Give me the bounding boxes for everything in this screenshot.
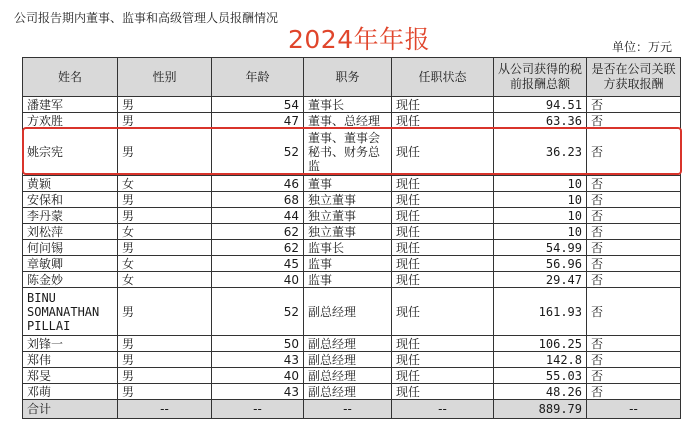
cell-age: 52: [212, 288, 304, 336]
table-row: [23, 256, 681, 272]
cell-gender: 男: [118, 97, 212, 113]
cell-status: 现任: [392, 384, 494, 400]
table-row: [23, 368, 681, 384]
cell-pay: 94.51: [494, 97, 587, 113]
cell-age: 68: [212, 192, 304, 208]
cell-pay: 63.36: [494, 113, 587, 129]
cell-name: 潘建军: [23, 97, 118, 113]
table-row: [23, 192, 681, 208]
table-caption: 公司报告期内董事、监事和高级管理人员报酬情况: [14, 11, 279, 25]
cell-name: 李丹蒙: [23, 208, 118, 224]
cell-status: 现任: [392, 192, 494, 208]
cell-related: 否: [587, 224, 681, 240]
cell-related: 否: [587, 129, 681, 176]
cell-age: 52: [212, 129, 304, 176]
cell-age: 40: [212, 272, 304, 288]
cell-gender: 男: [118, 352, 212, 368]
cell-position: 独立董事: [304, 224, 392, 240]
cell-name: 陈金妙: [23, 272, 118, 288]
cell-status: 现任: [392, 129, 494, 176]
cell-status: 现任: [392, 352, 494, 368]
cell-status: 现任: [392, 224, 494, 240]
total-position: --: [304, 400, 392, 419]
cell-age: 40: [212, 368, 304, 384]
cell-pay: 142.8: [494, 352, 587, 368]
cell-pay: 56.96: [494, 256, 587, 272]
header-row: [23, 58, 681, 97]
cell-position: 董事长: [304, 97, 392, 113]
cell-gender: 男: [118, 192, 212, 208]
cell-position: 董事: [304, 176, 392, 192]
table-row: [23, 272, 681, 288]
cell-status: 现任: [392, 113, 494, 129]
cell-gender: 女: [118, 224, 212, 240]
cell-position: 监事: [304, 256, 392, 272]
cell-age: 44: [212, 208, 304, 224]
total-row: [23, 400, 681, 419]
cell-status: 现任: [392, 336, 494, 352]
cell-pay: 161.93: [494, 288, 587, 336]
cell-position: 监事: [304, 272, 392, 288]
cell-age: 45: [212, 256, 304, 272]
cell-gender: 女: [118, 256, 212, 272]
unit-label: 单位：万元: [611, 40, 672, 54]
cell-position: 独立董事: [304, 192, 392, 208]
header-position: 职务: [304, 58, 392, 97]
cell-age: 62: [212, 240, 304, 256]
cell-name: 何问锡: [23, 240, 118, 256]
cell-name: BINU SOMANATHAN PILLAI: [23, 288, 118, 336]
cell-name: 姚宗宪: [23, 129, 118, 176]
cell-related: 否: [587, 256, 681, 272]
cell-pay: 10: [494, 208, 587, 224]
cell-pay: 10: [494, 176, 587, 192]
cell-position: 董事、总经理: [304, 113, 392, 129]
cell-gender: 男: [118, 384, 212, 400]
cell-pay: 48.26: [494, 384, 587, 400]
annual-report-stamp: 2024年年报: [288, 25, 431, 54]
cell-pay: 10: [494, 192, 587, 208]
cell-age: 62: [212, 224, 304, 240]
cell-position: 副总经理: [304, 352, 392, 368]
cell-age: 43: [212, 352, 304, 368]
cell-gender: 男: [118, 208, 212, 224]
header-related: 是否在公司关联方获取报酬: [587, 58, 681, 97]
cell-gender: 女: [118, 176, 212, 192]
table-row: [23, 336, 681, 352]
header-status: 任职状态: [392, 58, 494, 97]
total-age: --: [212, 400, 304, 419]
table-row: [23, 384, 681, 400]
cell-related: 否: [587, 240, 681, 256]
cell-pay: 106.25: [494, 336, 587, 352]
total-gender: --: [118, 400, 212, 419]
cell-gender: 女: [118, 272, 212, 288]
cell-name: 刘锋一: [23, 336, 118, 352]
table-row: [23, 352, 681, 368]
cell-position: 独立董事: [304, 208, 392, 224]
cell-status: 现任: [392, 176, 494, 192]
cell-status: 现任: [392, 272, 494, 288]
cell-name: 安保和: [23, 192, 118, 208]
cell-position: 监事长: [304, 240, 392, 256]
cell-pay: 29.47: [494, 272, 587, 288]
cell-position: 副总经理: [304, 336, 392, 352]
cell-position: 董事、董事会秘书、财务总监: [304, 129, 392, 176]
cell-related: 否: [587, 97, 681, 113]
cell-name: 方欢胜: [23, 113, 118, 129]
cell-related: 否: [587, 384, 681, 400]
cell-age: 47: [212, 113, 304, 129]
cell-related: 否: [587, 208, 681, 224]
cell-status: 现任: [392, 208, 494, 224]
cell-age: 46: [212, 176, 304, 192]
header-age: 年龄: [212, 58, 304, 97]
cell-age: 50: [212, 336, 304, 352]
cell-pay: 36.23: [494, 129, 587, 176]
cell-gender: 男: [118, 129, 212, 176]
cell-status: 现任: [392, 288, 494, 336]
header-gender: 性别: [118, 58, 212, 97]
table-row: [23, 113, 681, 129]
cell-related: 否: [587, 288, 681, 336]
table-row: [23, 224, 681, 240]
cell-status: 现任: [392, 256, 494, 272]
cell-name: 刘松萍: [23, 224, 118, 240]
table-row: [23, 129, 681, 176]
cell-gender: 男: [118, 368, 212, 384]
cell-gender: 男: [118, 240, 212, 256]
cell-name: 郑旻: [23, 368, 118, 384]
cell-gender: 男: [118, 113, 212, 129]
cell-name: 郑伟: [23, 352, 118, 368]
table-row: [23, 240, 681, 256]
table-row: [23, 97, 681, 113]
cell-gender: 男: [118, 288, 212, 336]
cell-name: 邓萌: [23, 384, 118, 400]
cell-position: 副总经理: [304, 288, 392, 336]
table-row: [23, 208, 681, 224]
total-status: --: [392, 400, 494, 419]
cell-related: 否: [587, 176, 681, 192]
cell-pay: 55.03: [494, 368, 587, 384]
cell-related: 否: [587, 272, 681, 288]
cell-status: 现任: [392, 97, 494, 113]
cell-position: 副总经理: [304, 368, 392, 384]
cell-pay: 54.99: [494, 240, 587, 256]
cell-status: 现任: [392, 240, 494, 256]
cell-age: 54: [212, 97, 304, 113]
total-related: --: [587, 400, 681, 419]
cell-position: 副总经理: [304, 384, 392, 400]
header-pay: 从公司获得的税前报酬总额: [494, 58, 587, 97]
total-label: 合计: [23, 400, 118, 419]
cell-related: 否: [587, 352, 681, 368]
cell-status: 现任: [392, 368, 494, 384]
cell-gender: 男: [118, 336, 212, 352]
table-row: [23, 288, 681, 336]
cell-name: 黄颖: [23, 176, 118, 192]
cell-related: 否: [587, 113, 681, 129]
cell-related: 否: [587, 368, 681, 384]
cell-name: 章敏卿: [23, 256, 118, 272]
cell-related: 否: [587, 336, 681, 352]
table-row: [23, 176, 681, 192]
total-pay: 889.79: [494, 400, 587, 419]
header-name: 姓名: [23, 58, 118, 97]
cell-pay: 10: [494, 224, 587, 240]
compensation-table: [22, 57, 681, 419]
cell-related: 否: [587, 192, 681, 208]
cell-age: 43: [212, 384, 304, 400]
